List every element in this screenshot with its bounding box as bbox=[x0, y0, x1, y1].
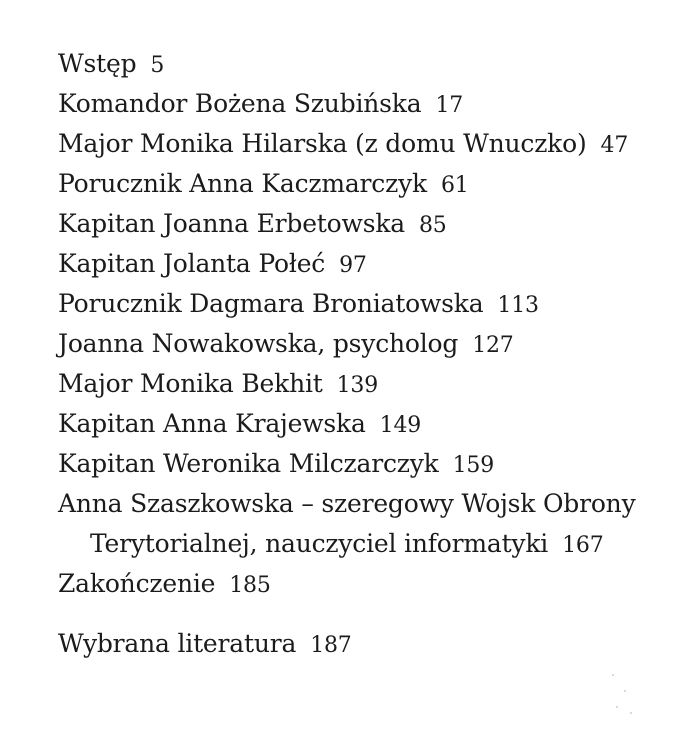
toc-entry bbox=[58, 244, 658, 284]
toc-entry bbox=[58, 284, 658, 324]
toc-entry bbox=[58, 404, 658, 444]
toc-entry-page: 85 bbox=[419, 213, 447, 238]
toc-entry-title-line2 bbox=[58, 524, 658, 566]
toc-entry-title: Kapitan Joanna Erbetowska bbox=[58, 209, 405, 238]
toc-entry-page: 5 bbox=[150, 53, 165, 78]
toc-entry bbox=[58, 484, 658, 564]
toc-entry-page: 17 bbox=[435, 93, 464, 118]
scan-speck bbox=[616, 706, 618, 708]
toc-entry-title-line2-text: Terytorialnej, nauczyciel informatyki bbox=[90, 529, 549, 558]
toc-entry-title: Porucznik Dagmara Broniatowska bbox=[58, 289, 484, 318]
toc-entry bbox=[58, 124, 658, 164]
toc-entry-title: Wybrana literatura bbox=[58, 629, 297, 658]
toc-entry bbox=[58, 564, 658, 604]
toc-entry-page: 61 bbox=[440, 173, 469, 198]
toc-entry bbox=[58, 624, 658, 664]
toc-entry-title: Komandor Bożena Szubińska bbox=[58, 89, 422, 118]
toc-entry-page: 127 bbox=[472, 333, 514, 358]
toc-entry bbox=[58, 204, 658, 244]
scan-speck bbox=[630, 712, 632, 714]
scan-speck bbox=[624, 690, 626, 692]
toc-entry-title: Kapitan Jolanta Połeć bbox=[58, 249, 326, 278]
toc-entry-title: Porucznik Anna Kaczmarczyk bbox=[58, 169, 427, 198]
toc-entry-page: 159 bbox=[452, 453, 495, 478]
toc-entry bbox=[58, 364, 658, 404]
toc-entry bbox=[58, 84, 658, 124]
toc-entry-title-line1: Anna Szaszkowska – szeregowy Wojsk Obrony bbox=[58, 489, 636, 518]
toc-entry-title: Wstęp bbox=[58, 49, 137, 78]
toc-entry-page: 97 bbox=[339, 253, 367, 278]
toc-entry-title: Kapitan Weronika Milczarczyk bbox=[58, 449, 439, 478]
scan-speck bbox=[612, 674, 614, 676]
toc-entry-title: Major Monika Hilarska (z domu Wnuczko) bbox=[58, 129, 587, 158]
toc-entry-page: 139 bbox=[336, 373, 379, 398]
toc-entry-title: Joanna Nowakowska, psycholog bbox=[58, 329, 459, 358]
toc-entry bbox=[58, 44, 658, 84]
toc-entry-page: 187 bbox=[310, 633, 352, 658]
toc-entry-title: Kapitan Anna Krajewska bbox=[58, 409, 366, 438]
toc-entry bbox=[58, 164, 658, 204]
toc-entry-page: 167 bbox=[562, 533, 604, 558]
toc-entry-title: Major Monika Bekhit bbox=[58, 369, 323, 398]
toc-entry bbox=[58, 324, 658, 364]
toc-entry-title: Zakończenie bbox=[58, 569, 216, 598]
table-of-contents bbox=[58, 44, 658, 664]
toc-entry-page: 149 bbox=[379, 413, 422, 438]
toc-entry bbox=[58, 444, 658, 484]
toc-entry-page: 47 bbox=[600, 133, 629, 158]
toc-entry-page: 113 bbox=[497, 293, 539, 318]
toc-entry-page: 185 bbox=[229, 573, 271, 598]
